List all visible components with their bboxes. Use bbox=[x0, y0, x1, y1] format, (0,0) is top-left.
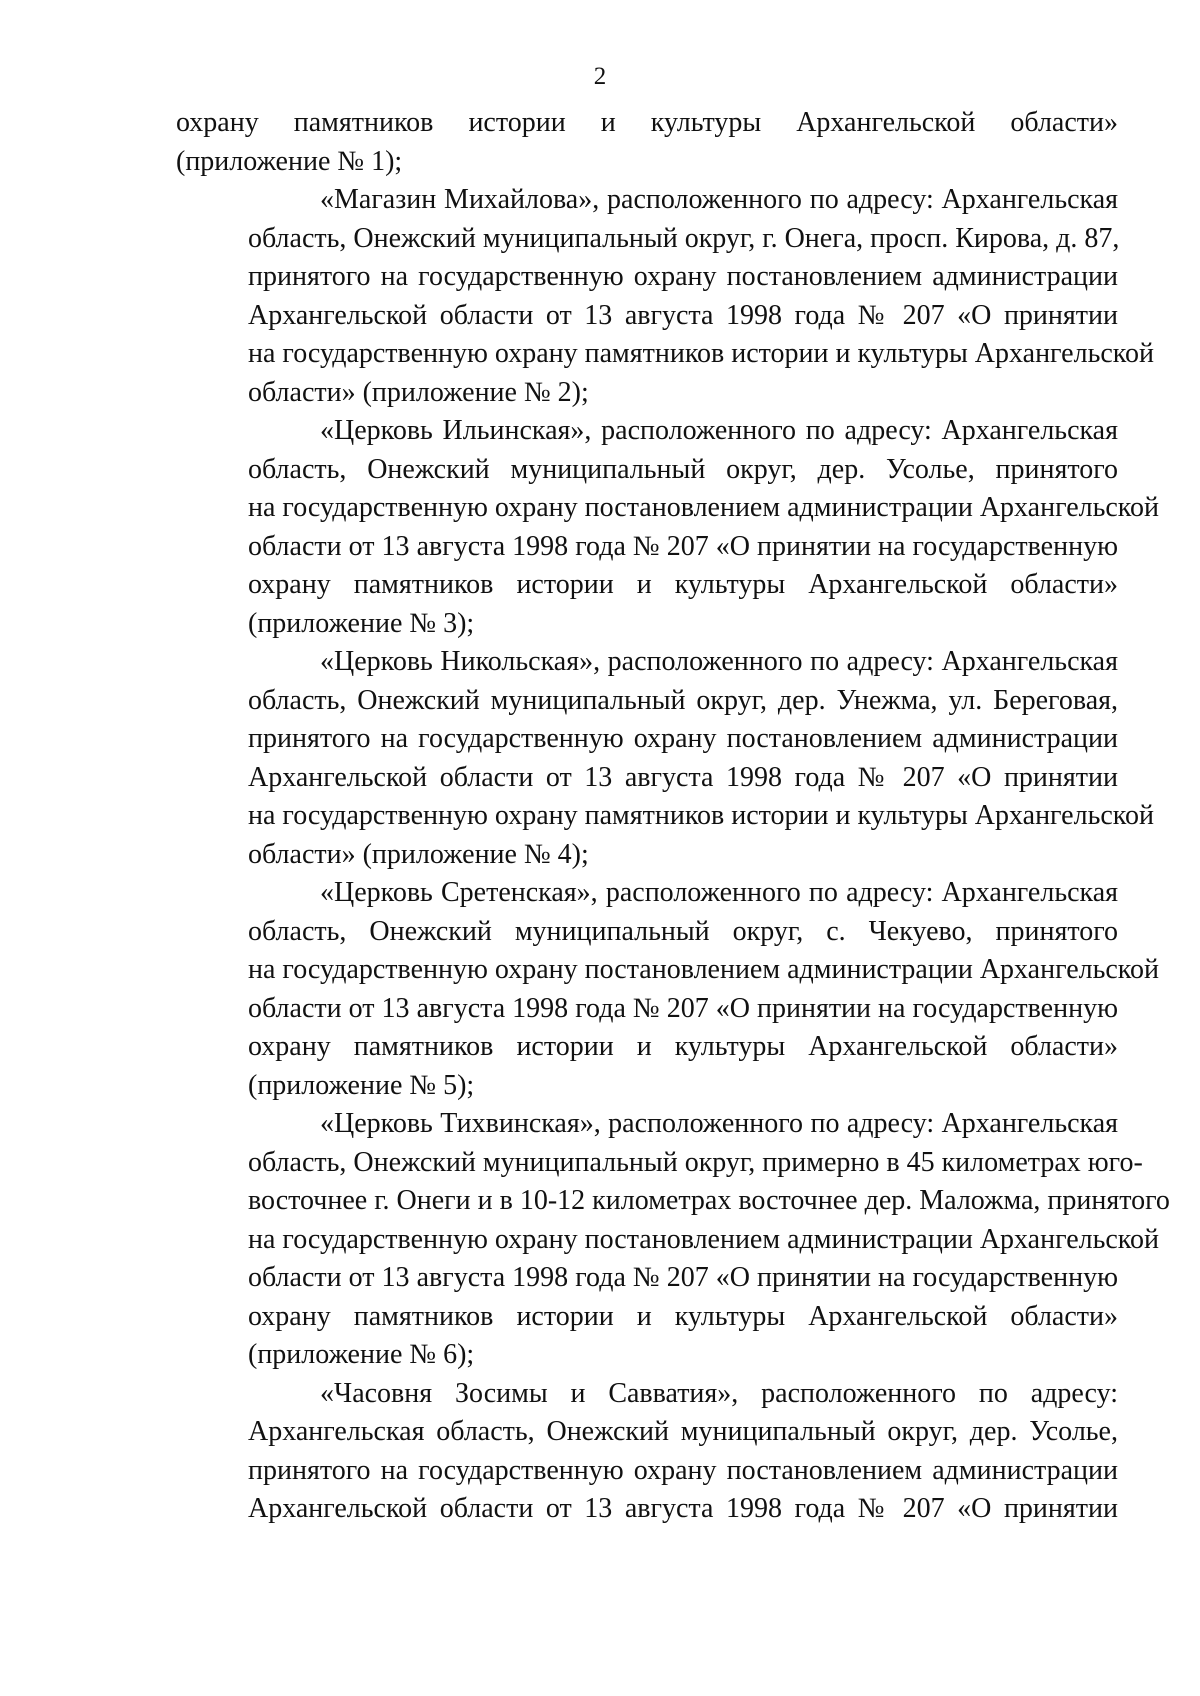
text-line: (приложение № 5); bbox=[248, 1069, 475, 1101]
text-line: области от 13 августа 1998 года № 207 «О принятии на государственную bbox=[248, 1262, 1118, 1293]
page-number: 2 bbox=[593, 63, 607, 90]
text-line: «Церковь Ильинская», расположенного по адресу: Архангельская bbox=[320, 415, 1118, 446]
text-line: на государственную охрану памятников истории и культуры Архангельской bbox=[248, 800, 1154, 831]
text-line: принятого на государственную охрану постановлением администрации bbox=[248, 723, 1118, 754]
text-line: восточнее г. Онеги и в 10-12 километрах восточнее дер. Маложма, принятого bbox=[248, 1185, 1170, 1216]
text-line: «Церковь Никольская», расположенного по адресу: Архангельская bbox=[320, 646, 1118, 677]
text-line: Архангельская область, Онежский муниципальный округ, дер. Усолье, bbox=[248, 1416, 1118, 1447]
text-line: на государственную охрану памятников истории и культуры Архангельской bbox=[248, 338, 1154, 369]
paragraph-5 bbox=[176, 874, 1159, 1105]
paragraph-3 bbox=[176, 412, 1159, 643]
paragraph-1 bbox=[176, 104, 1118, 181]
text-line: принятого на государственную охрану постановлением администрации bbox=[248, 1454, 1118, 1486]
document-body bbox=[176, 104, 1170, 1529]
text-line: Архангельской области от 13 августа 1998 года № 207 «О принятии bbox=[248, 761, 1118, 793]
text-line: область, Онежский муниципальный округ, г. Онега, просп. Кирова, д. 87, bbox=[248, 222, 1120, 254]
paragraph-4 bbox=[176, 643, 1154, 874]
text-line: Архангельской области от 13 августа 1998 года № 207 «О принятии bbox=[248, 299, 1118, 331]
text-line: Архангельской области от 13 августа 1998 года № 207 «О принятии bbox=[248, 1493, 1118, 1524]
text-line: области от 13 августа 1998 года № 207 «О принятии на государственную bbox=[248, 530, 1118, 562]
text-line: на государственную охрану постановлением администрации Архангельской bbox=[248, 954, 1159, 985]
text-line: на государственную охрану постановлением администрации Архангельской bbox=[248, 492, 1159, 523]
text-line: область, Онежский муниципальный округ, дер. Унежма, ул. Береговая, bbox=[248, 684, 1118, 716]
text-line: области» (приложение № 2); bbox=[248, 376, 589, 408]
text-line: области» (приложение № 4); bbox=[248, 838, 589, 870]
text-line: принятого на государственную охрану постановлением администрации bbox=[248, 261, 1118, 292]
text-line: «Церковь Тихвинская», расположенного по адресу: Архангельская bbox=[320, 1108, 1118, 1139]
text-line: область, Онежский муниципальный округ, дер. Усолье, принятого bbox=[248, 453, 1118, 485]
text-line: охрану памятников истории и культуры Архангельской области» bbox=[248, 569, 1118, 600]
paragraph-6 bbox=[176, 1105, 1170, 1375]
text-line: охрану памятников истории и культуры Архангельской области» bbox=[248, 1300, 1118, 1332]
text-line: охрану памятников истории и культуры Архангельской области» bbox=[248, 1031, 1118, 1062]
text-line: «Церковь Сретенская», расположенного по адресу: Архангельская bbox=[320, 877, 1118, 908]
text-line: (приложение № 1); bbox=[176, 145, 403, 177]
text-line: «Часовня Зосимы и Савватия», расположенного по адресу: bbox=[320, 1377, 1118, 1409]
text-line: области от 13 августа 1998 года № 207 «О принятии на государственную bbox=[248, 992, 1118, 1024]
text-line: (приложение № 6); bbox=[248, 1339, 475, 1370]
text-line: область, Онежский муниципальный округ, с. Чекуево, принятого bbox=[248, 915, 1118, 947]
text-line: (приложение № 3); bbox=[248, 607, 475, 639]
text-line: «Магазин Михайлова», расположенного по адресу: Архангельская bbox=[320, 184, 1118, 215]
text-line: область, Онежский муниципальный округ, примерно в 45 километрах юго- bbox=[248, 1146, 1143, 1178]
paragraph-2 bbox=[176, 181, 1154, 412]
paragraph-7 bbox=[176, 1375, 1118, 1529]
text-line: на государственную охрану постановлением администрации Архангельской bbox=[248, 1223, 1159, 1255]
text-line: охрану памятников истории и культуры Архангельской области» bbox=[176, 107, 1118, 138]
